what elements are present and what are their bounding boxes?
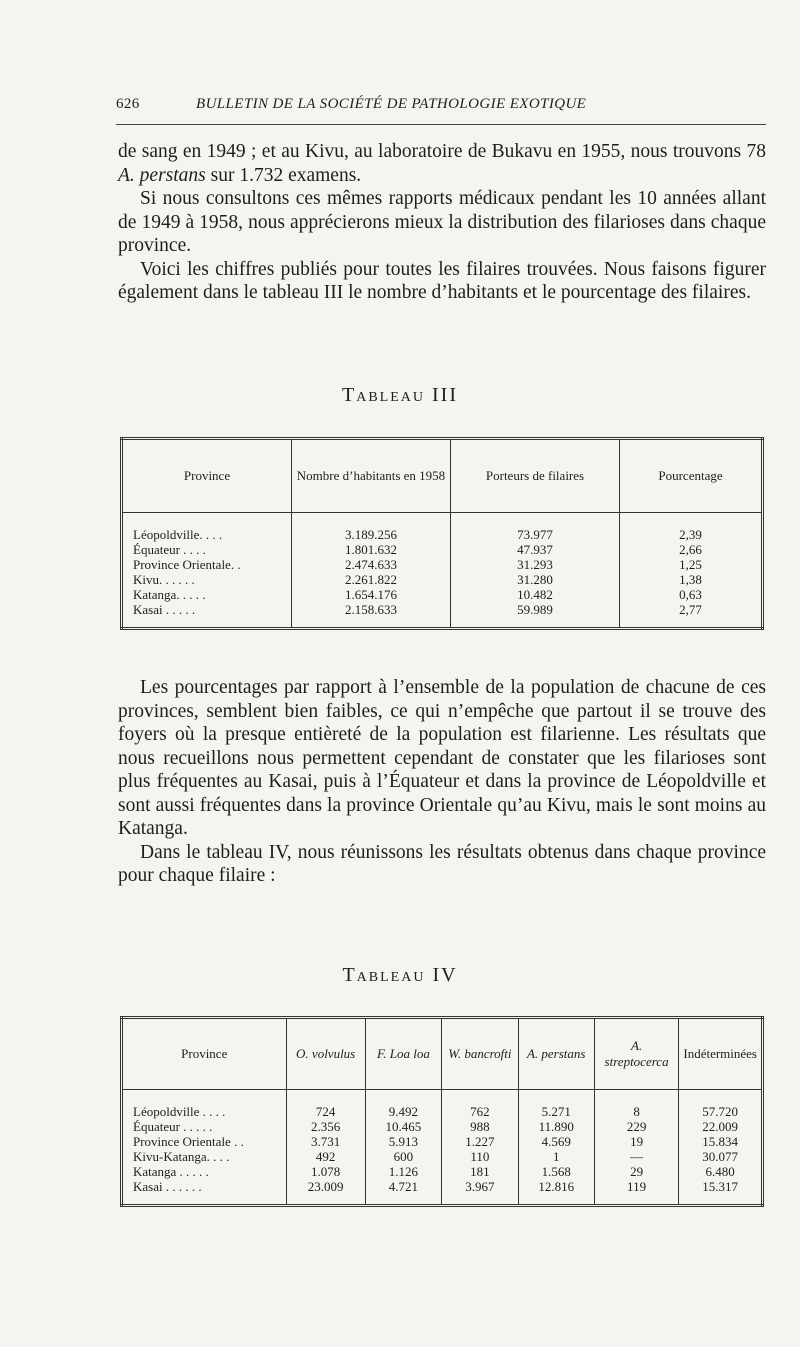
table-4-header-o-volvulus: O. volvulus (286, 1018, 365, 1090)
table-4-header-loa-loa: F. Loa loa (365, 1018, 441, 1090)
table-row: Katanga . . . . . 1.078 1.126 181 1.568 29 6.480 (122, 1164, 763, 1179)
intro-paragraph-2: Si nous consultons ces mêmes rapports médicaux pendant les 10 années allant de 1949 à 1958, nous apprécierons mieux la distribution des filarioses dans chaque province. (118, 188, 766, 256)
table-row: Léopoldville. . . . 3.189.256 73.977 2,39 (122, 513, 763, 543)
header-rule (116, 124, 766, 125)
table-3-header-province: Province (122, 439, 292, 513)
table-4-header-indeterminees: Indéterminées (679, 1018, 763, 1090)
intro-paragraph-1: de sang en 1949 ; et au Kivu, au laboratoire de Bukavu en 1955, nous trouvons 78 A. perstans sur 1.732 examens. (118, 141, 766, 186)
table-4-header-bancrofti: W. bancrofti (442, 1018, 519, 1090)
table-4-title: Tableau IV (342, 964, 458, 986)
table-row: Léopoldville . . . . 724 9.492 762 5.271 8 57.720 (122, 1090, 763, 1120)
table-row: Équateur . . . . . 2.356 10.465 988 11.890 229 22.009 (122, 1119, 763, 1134)
discussion-text (118, 676, 766, 888)
intro-text (118, 140, 766, 305)
table-row: Équateur . . . . 1.801.632 47.937 2,66 (122, 542, 763, 557)
table-row: Kivu. . . . . . 2.261.822 31.280 1,38 (122, 572, 763, 587)
table-4-header-province: Province (122, 1018, 287, 1090)
table-row: Province Orientale. . 2.474.633 31.293 1,25 (122, 557, 763, 572)
table-3-title: Tableau III (342, 384, 458, 406)
table-row: Kivu-Katanga. . . . 492 600 110 1 — 30.077 (122, 1149, 763, 1164)
table-4-header-perstans: A. perstans (518, 1018, 594, 1090)
table-3-header-porteurs: Porteurs de filaires (451, 439, 620, 513)
table-row: Katanga. . . . . 1.654.176 10.482 0,63 (122, 587, 763, 602)
page-number: 626 (116, 96, 140, 112)
table-3 (120, 437, 764, 630)
intro-paragraph-3: Voici les chiffres publiés pour toutes les filaires trouvées. Nous faisons figurer également dans le tableau III le nombre d’habitants et le pourcentage des filaires. (118, 258, 766, 303)
table-row: Kasai . . . . . . 23.009 4.721 3.967 12.816 119 15.317 (122, 1179, 763, 1206)
table-3-header-pourcentage: Pourcentage (620, 439, 763, 513)
table-4 (120, 1016, 764, 1207)
table-row: Kasai . . . . . 2.158.633 59.989 2,77 (122, 602, 763, 629)
table-row: Province Orientale . . 3.731 5.913 1.227 4.569 19 15.834 (122, 1134, 763, 1149)
table-3-header-habitants: Nombre d’habitants en 1958 (292, 439, 451, 513)
discussion-paragraph-1: Les pourcentages par rapport à l’ensemble de la population de chacune de ces provinces, semblent bien faibles, ce qui n’empêche que partout il se trouve des foyers où la presque entièreté de la population est filarienne. Les résultats que nous recueillons nous permettent cependant de constater que les filarioses sont plus fréquentes au Kasai, puis à l’Équateur et dans la province de Léopoldville et sont aussi fréquentes dans la province Orientale qu’au Kivu, mais le sont moins au Katanga. (118, 677, 766, 839)
running-title: BULLETIN DE LA SOCIÉTÉ DE PATHOLOGIE EXOTIQUE (196, 96, 587, 112)
table-4-header-streptocerca: A. streptocerca (594, 1018, 679, 1090)
discussion-paragraph-2: Dans le tableau IV, nous réunissons les résultats obtenus dans chaque province pour chaque filaire : (118, 841, 766, 886)
